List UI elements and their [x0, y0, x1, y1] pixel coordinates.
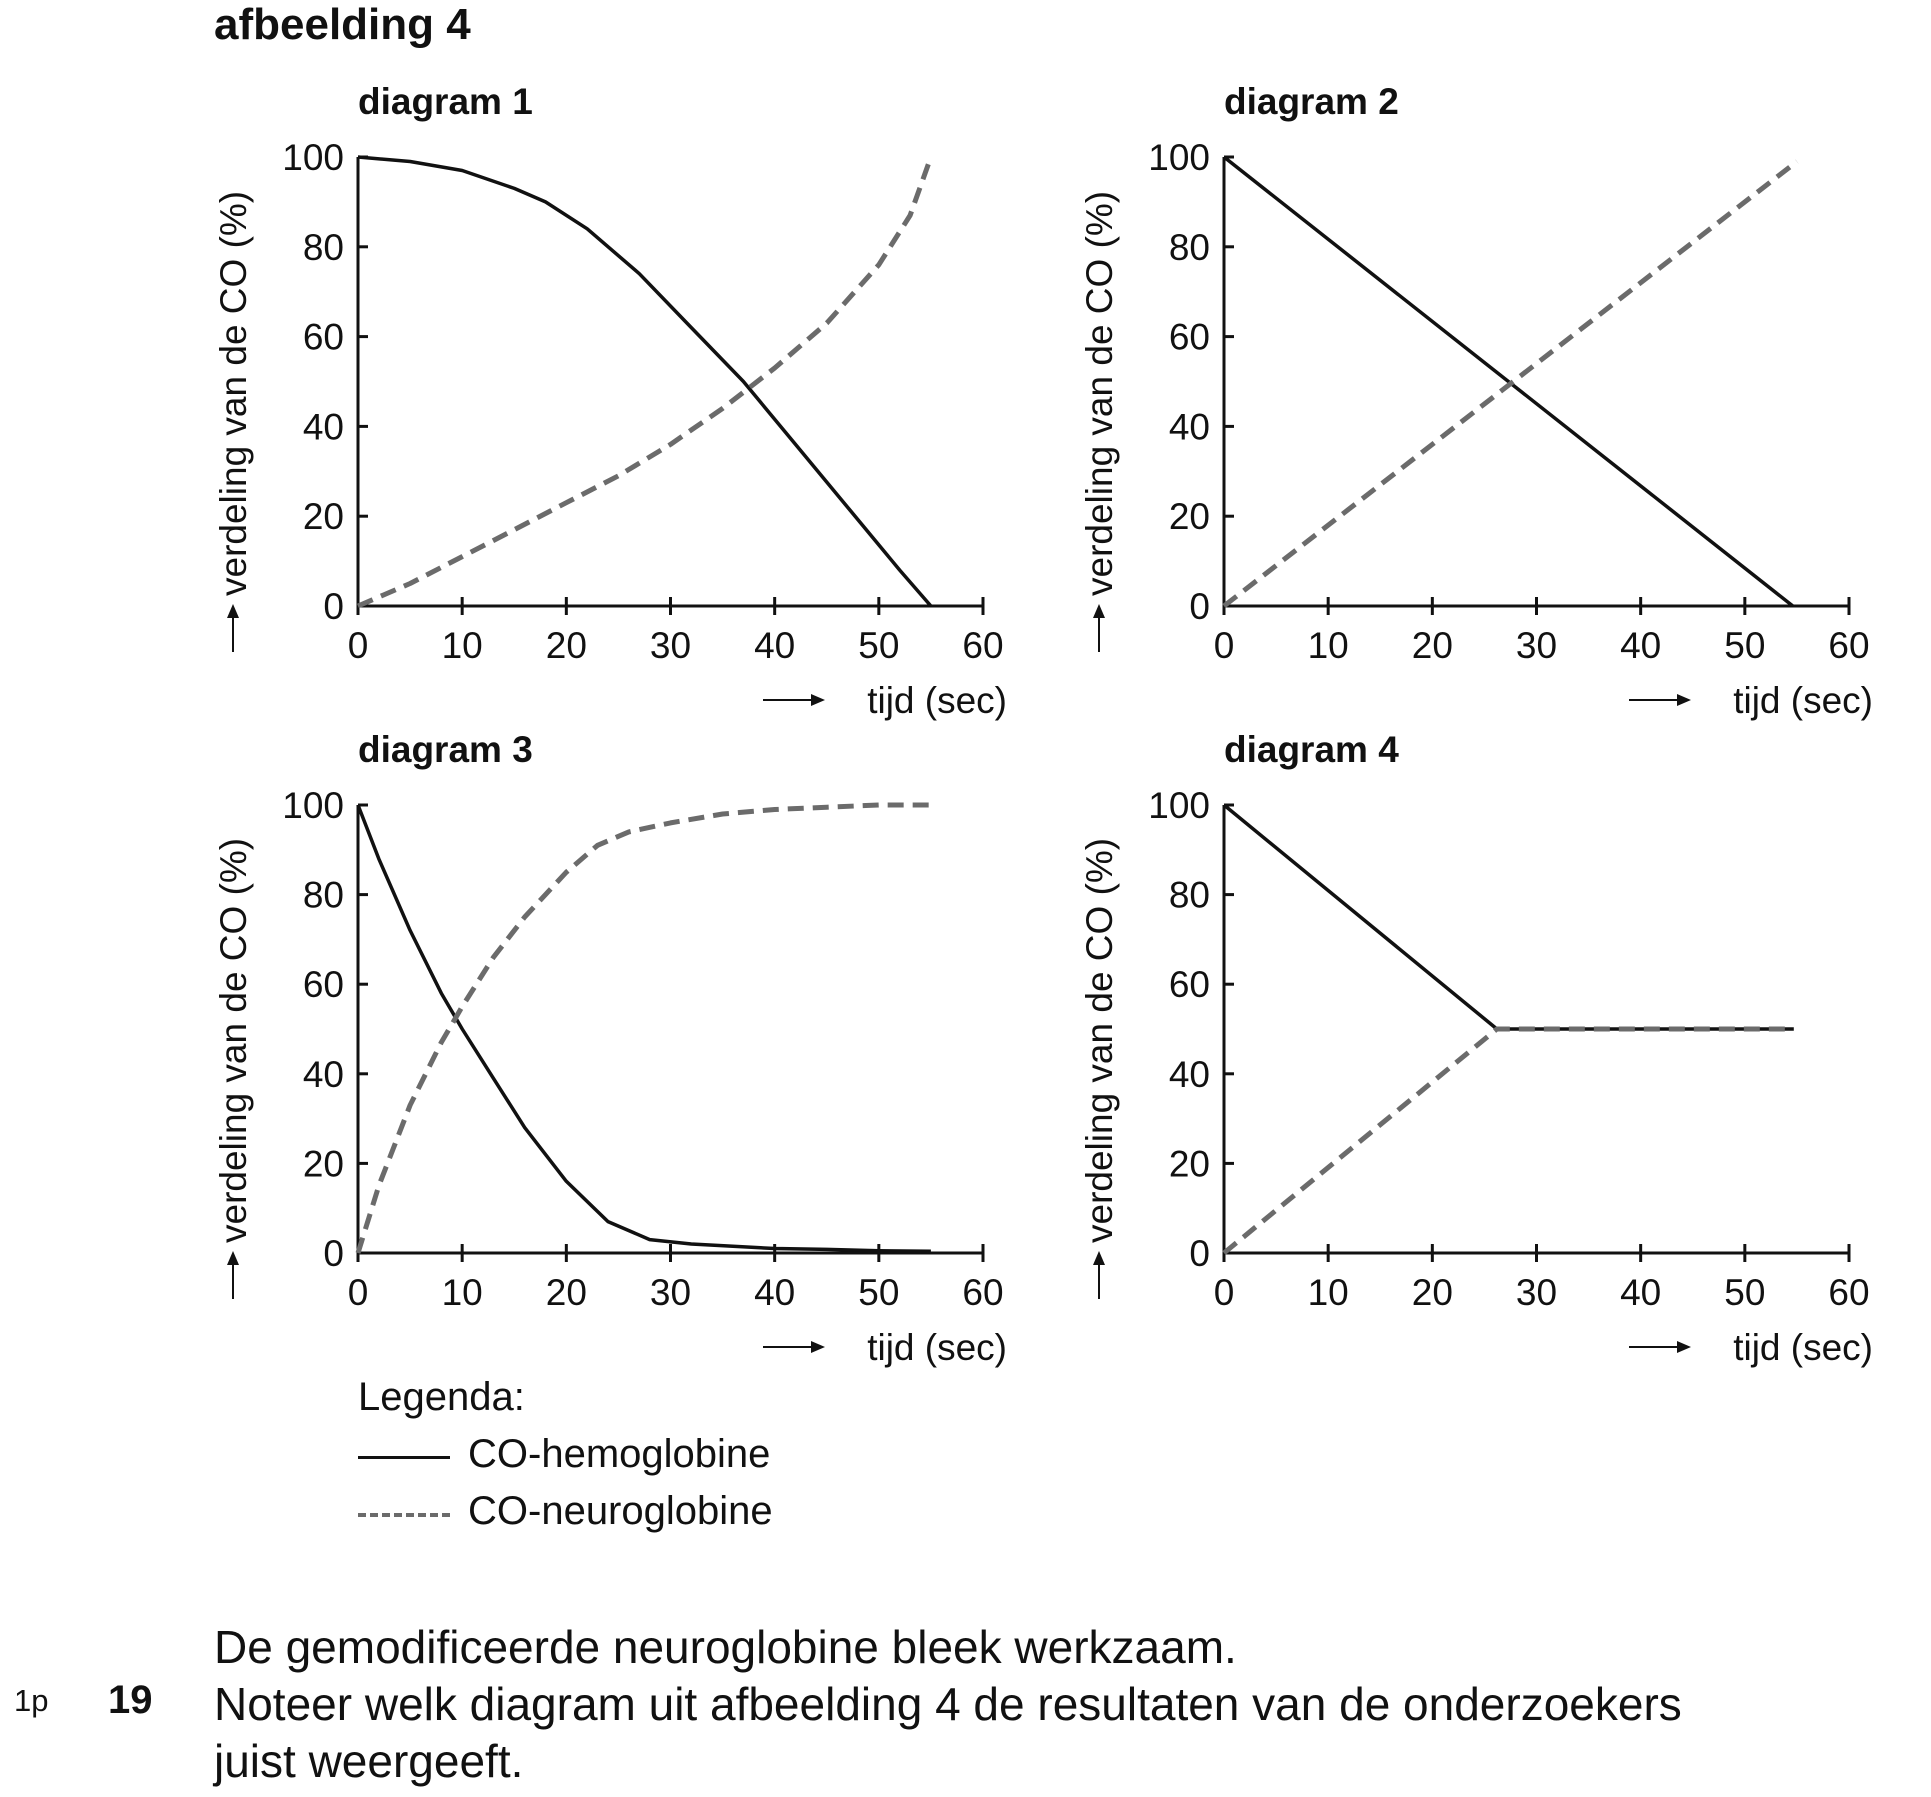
- y-tick-label: 20: [302, 1143, 344, 1185]
- y-tick-label: 20: [1168, 496, 1210, 538]
- x-tick-label: 30: [649, 625, 692, 666]
- question-text-line2: juist weergeeft.: [214, 1735, 524, 1787]
- y-tick-label: 60: [1168, 316, 1210, 358]
- x-tick-label: 30: [649, 1272, 692, 1313]
- series-line-hemoglobine: [1224, 805, 1794, 1029]
- x-tick-label: 0: [1213, 1272, 1235, 1313]
- y-tick-label: 60: [302, 964, 344, 1006]
- x-axis-arrow-head: [811, 694, 825, 706]
- page-title: afbeelding 4: [214, 0, 471, 49]
- y-axis-arrow-head: [1093, 1251, 1105, 1265]
- x-tick-label: 0: [1213, 625, 1235, 666]
- chart-title: diagram 2: [1224, 81, 1399, 122]
- x-tick-label: 0: [347, 1272, 369, 1313]
- x-tick-label: 50: [858, 1272, 900, 1313]
- y-axis-label: verdeling van de CO (%): [213, 190, 254, 596]
- x-tick-label: 60: [1828, 1272, 1870, 1313]
- x-tick-label: 50: [1724, 1272, 1766, 1313]
- y-tick-label: 80: [302, 226, 344, 268]
- series-line-neuroglobine: [358, 805, 931, 1253]
- legend-label: CO-hemoglobine: [468, 1432, 771, 1476]
- y-tick-label: 20: [302, 496, 344, 538]
- y-tick-label: 40: [302, 406, 344, 448]
- y-tick-label: 40: [302, 1053, 344, 1095]
- y-tick-label: 40: [1168, 406, 1210, 448]
- y-tick-label: 60: [1168, 964, 1210, 1006]
- x-tick-label: 10: [1307, 625, 1349, 666]
- y-tick-label: 80: [1168, 874, 1210, 916]
- y-tick-label: 20: [1168, 1143, 1210, 1185]
- y-axis-arrow-head: [1093, 604, 1105, 618]
- x-tick-label: 30: [1515, 625, 1558, 666]
- series-line-hemoglobine: [358, 805, 931, 1251]
- y-tick-label: 80: [302, 874, 344, 916]
- y-tick-label: 80: [1168, 226, 1210, 268]
- x-tick-label: 40: [754, 1272, 796, 1313]
- x-tick-label: 10: [441, 625, 483, 666]
- x-tick-label: 40: [754, 625, 796, 666]
- y-axis-label: verdeling van de CO (%): [1079, 190, 1120, 596]
- x-tick-label: 50: [1724, 625, 1766, 666]
- series-line-hemoglobine: [358, 157, 931, 606]
- x-tick-label: 20: [1411, 625, 1453, 666]
- x-axis-arrow-head: [1677, 694, 1691, 706]
- y-tick-label: 100: [1148, 137, 1210, 178]
- question-number: 19: [108, 1678, 153, 1722]
- y-tick-label: 0: [323, 586, 344, 627]
- x-axis-label: tijd (sec): [1733, 1327, 1873, 1368]
- y-axis-arrow-head: [227, 604, 239, 618]
- x-tick-label: 40: [1620, 625, 1662, 666]
- x-tick-label: 20: [1411, 1272, 1453, 1313]
- x-tick-label: 60: [962, 625, 1004, 666]
- x-tick-label: 60: [1828, 625, 1870, 666]
- y-tick-label: 100: [282, 785, 344, 826]
- y-axis-label: verdeling van de CO (%): [213, 837, 254, 1243]
- legend-label: CO-neuroglobine: [468, 1489, 773, 1533]
- series-line-neuroglobine: [358, 157, 931, 606]
- x-tick-label: 10: [441, 1272, 483, 1313]
- chart-title: diagram 3: [358, 729, 533, 770]
- legend-title: Legenda:: [358, 1375, 525, 1419]
- y-tick-label: 40: [1168, 1053, 1210, 1095]
- y-tick-label: 0: [1189, 1233, 1210, 1274]
- chart-title: diagram 4: [1224, 729, 1399, 770]
- x-axis-label: tijd (sec): [867, 1327, 1007, 1368]
- x-tick-label: 0: [347, 625, 369, 666]
- y-tick-label: 60: [302, 316, 344, 358]
- legend-swatch-solid: [358, 1456, 450, 1459]
- y-tick-label: 0: [323, 1233, 344, 1274]
- y-tick-label: 0: [1189, 586, 1210, 627]
- y-axis-arrow-head: [227, 1251, 239, 1265]
- x-tick-label: 30: [1515, 1272, 1558, 1313]
- y-axis-label: verdeling van de CO (%): [1079, 837, 1120, 1243]
- points-label: 1p: [14, 1683, 49, 1718]
- x-axis-label: tijd (sec): [867, 680, 1007, 721]
- y-tick-label: 100: [1148, 785, 1210, 826]
- x-tick-label: 20: [545, 625, 587, 666]
- question-intro: De gemodificeerde neuroglobine bleek werkzaam.: [214, 1621, 1237, 1673]
- x-tick-label: 40: [1620, 1272, 1662, 1313]
- x-axis-arrow-head: [811, 1341, 825, 1353]
- x-tick-label: 20: [545, 1272, 587, 1313]
- x-tick-label: 60: [962, 1272, 1004, 1313]
- question-text-line1: Noteer welk diagram uit afbeelding 4 de resultaten van de onderzoekers: [214, 1678, 1682, 1730]
- y-tick-label: 100: [282, 137, 344, 178]
- chart-title: diagram 1: [358, 81, 533, 122]
- legend-swatch-dashed: [358, 1513, 450, 1517]
- x-axis-label: tijd (sec): [1733, 680, 1873, 721]
- x-axis-arrow-head: [1677, 1341, 1691, 1353]
- series-line-neuroglobine: [1224, 1029, 1794, 1253]
- x-tick-label: 10: [1307, 1272, 1349, 1313]
- x-tick-label: 50: [858, 625, 900, 666]
